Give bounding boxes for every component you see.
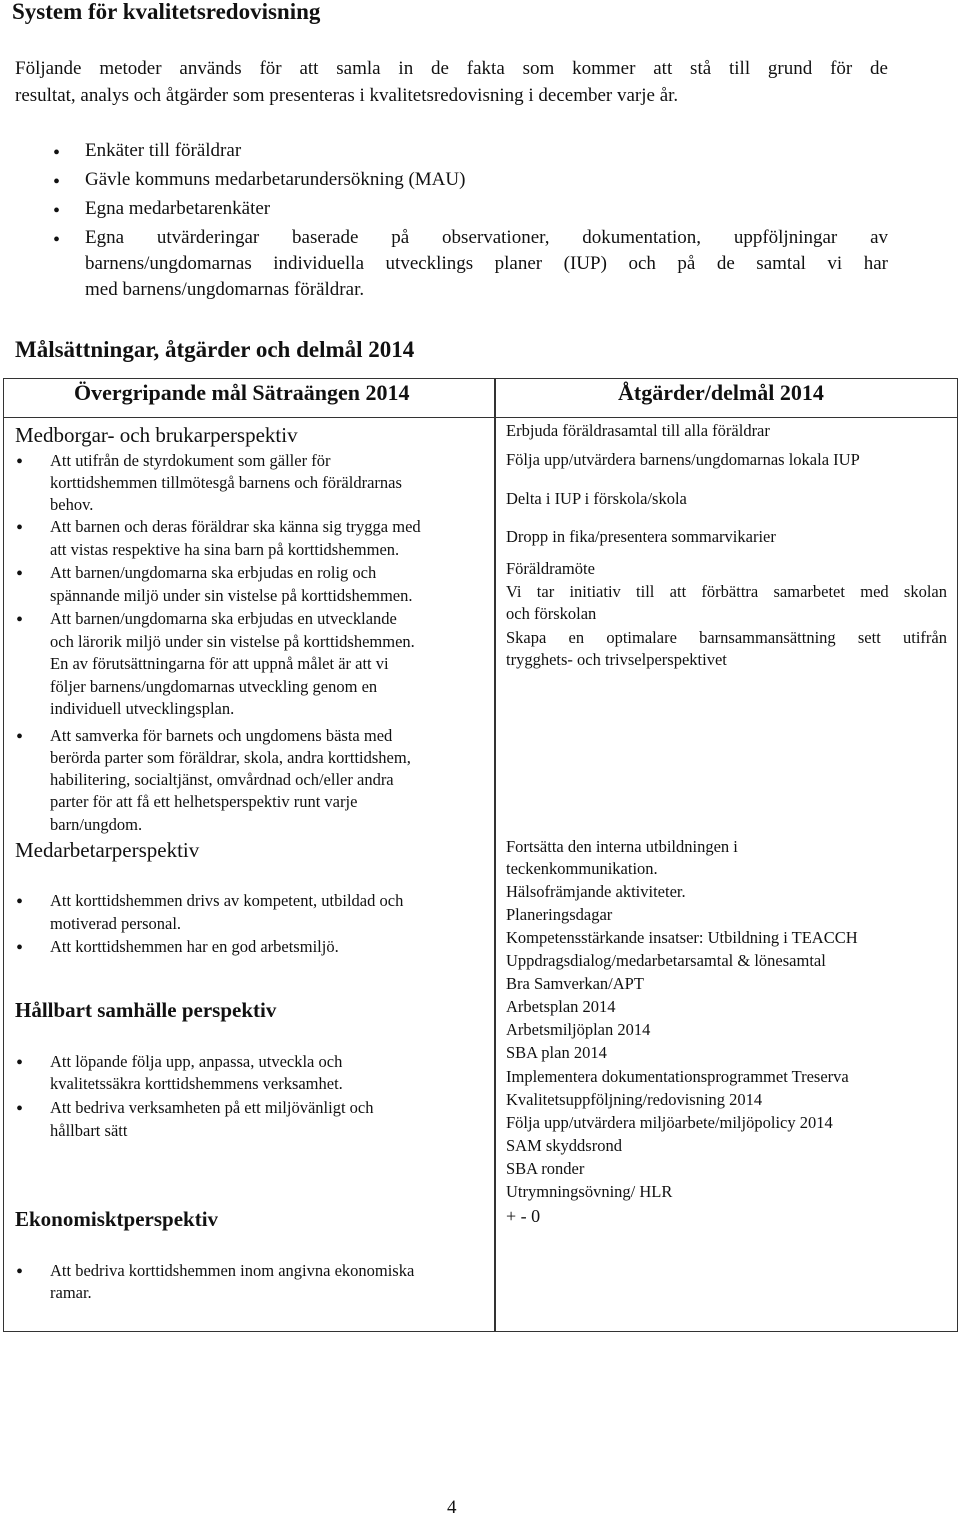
action-item-cont: teckenkommunikation. <box>506 859 658 878</box>
goal-item-cont: individuell utvecklingsplan. <box>50 699 235 718</box>
method-item: Egna medarbetarenkäter <box>85 198 271 219</box>
bullet-icon: • <box>16 1052 24 1074</box>
bullet-icon: • <box>16 1098 24 1120</box>
goal-item: Att samverka för barnets och ungdomens bästa med <box>50 726 393 745</box>
goal-item-cont: parter för att få ett helhetsperspektiv runt varje <box>50 792 358 811</box>
page-number: 4 <box>447 1497 457 1518</box>
col1-header: Övergripande mål Sätraängen 2014 <box>74 380 410 405</box>
goal-item: Att barnen och deras föräldrar ska känna sig trygga med <box>50 517 421 536</box>
action-item: Hälsofrämjande aktiviteter. <box>506 882 686 901</box>
action-item: Skapa en optimalare barnsammansättning sett utifrån <box>506 628 947 647</box>
bullet-icon: • <box>16 937 24 959</box>
goal-item: Att korttidshemmen har en god arbetsmiljö. <box>50 937 339 956</box>
table-column-divider <box>494 378 496 1331</box>
bullet-icon: • <box>16 609 24 631</box>
action-item: Kompetensstärkande insatser: Utbildning i TEACCH <box>506 928 858 947</box>
intro-line-1: Följande metoder används för att samla in de fakta som kommer att stå till grund för de <box>15 58 888 79</box>
bullet-icon: • <box>53 200 61 222</box>
bullet-icon: • <box>53 142 61 164</box>
bullet-icon: • <box>16 726 24 748</box>
bullet-icon: • <box>16 563 24 585</box>
action-item: Arbetsplan 2014 <box>506 997 616 1016</box>
goal-item-cont: berörda parter som föräldrar, skola, andra korttidshem, <box>50 748 411 767</box>
bullet-icon: • <box>16 451 24 473</box>
action-item: Implementera dokumentationsprogrammet Treserva <box>506 1067 849 1086</box>
goal-item: Att barnen/ungdomarna ska erbjudas en rolig och <box>50 563 377 582</box>
method-item: Gävle kommuns medarbetarundersökning (MAU) <box>85 169 466 190</box>
action-item: Fortsätta den interna utbildningen i <box>506 837 738 856</box>
goal-item-cont: En av förutsättningarna för att uppnå målet är att vi <box>50 654 389 673</box>
action-item: Delta i IUP i förskola/skola <box>506 489 687 508</box>
method-item: Egna utvärderingar baserade på observationer, dokumentation, uppföljningar av <box>85 227 888 248</box>
goal-item: Att bedriva verksamheten på ett miljövänligt och <box>50 1098 374 1117</box>
action-item-cont: trygghets- och trivselperspektivet <box>506 650 727 669</box>
ekonomi-heading: Ekonomisktperspektiv <box>15 1207 219 1231</box>
action-item: SAM skyddsrond <box>506 1136 622 1155</box>
bullet-icon: • <box>16 891 24 913</box>
goal-item-cont: ramar. <box>50 1283 92 1302</box>
goal-item-cont: korttidshemmen tillmötesgå barnens och föräldrarnas <box>50 473 402 492</box>
goal-item-cont: behov. <box>50 495 94 514</box>
goal-item: Att löpande följa upp, anpassa, utveckla och <box>50 1052 343 1071</box>
goal-item: Att bedriva korttidshemmen inom angivna ekonomiska <box>50 1261 415 1280</box>
action-item: Föräldramöte <box>506 559 595 578</box>
goal-item-cont: följer barnens/ungdomarnas utveckling genom en <box>50 677 378 696</box>
goal-item-cont: habilitering, socialtjänst, omvårdnad och/eller andra <box>50 770 394 789</box>
action-item: Bra Samverkan/APT <box>506 974 644 993</box>
action-item: SBA plan 2014 <box>506 1043 607 1062</box>
goal-item-cont: att vistas respektive ha sina barn på korttidshemmen. <box>50 540 400 559</box>
goal-item: Att utifrån de styrdokument som gäller för <box>50 451 331 470</box>
action-item: Erbjuda föräldrasamtal till alla föräldrar <box>506 421 770 440</box>
medarbetar-heading: Medarbetarperspektiv <box>15 838 200 862</box>
bullet-icon: • <box>53 229 61 251</box>
action-item: Följa upp/utvärdera miljöarbete/miljöpolicy 2014 <box>506 1113 833 1132</box>
action-item: Arbetsmiljöplan 2014 <box>506 1020 651 1039</box>
bullet-icon: • <box>16 517 24 539</box>
action-item: Uppdragsdialog/medarbetarsamtal & lönesamtal <box>506 951 826 970</box>
medborgar-heading: Medborgar- och brukarperspektiv <box>15 423 298 447</box>
goal-item-cont: hållbart sätt <box>50 1121 128 1140</box>
action-item: Kvalitetsuppföljning/redovisning 2014 <box>506 1090 763 1109</box>
hallbart-heading: Hållbart samhälle perspektiv <box>15 998 277 1022</box>
action-item: SBA ronder <box>506 1159 585 1178</box>
bullet-icon: • <box>16 1261 24 1283</box>
goal-item: Att korttidshemmen drivs av kompetent, utbildad och <box>50 891 404 910</box>
action-item: Dropp in fika/presentera sommarvikarier <box>506 527 776 546</box>
goal-item-cont: och lärorik miljö under sin vistelse på korttidshemmen. <box>50 632 415 651</box>
col2-header: Åtgärder/delmål 2014 <box>618 380 824 405</box>
method-item: Enkäter till föräldrar <box>85 140 242 161</box>
goal-item-cont: kvalitetssäkra korttidshemmens verksamhet. <box>50 1074 343 1093</box>
method-item-cont: med barnens/ungdomarnas föräldrar. <box>85 279 365 300</box>
intro-line-2: resultat, analys och åtgärder som presenteras i kvalitetsredovisning i december varje år. <box>15 85 679 106</box>
document-title: System för kvalitetsredovisning <box>12 0 321 24</box>
bullet-icon: • <box>53 171 61 193</box>
action-item: + - 0 <box>506 1206 541 1226</box>
goal-item-cont: spännande miljö under sin vistelse på korttidshemmen. <box>50 586 413 605</box>
method-item-cont: barnens/ungdomarnas individuella utvecklings planer (IUP) och på de samtal vi har <box>85 253 888 274</box>
goal-item-cont: motiverad personal. <box>50 914 182 933</box>
action-item: Utrymningsövning/ HLR <box>506 1182 673 1201</box>
action-item: Planeringsdagar <box>506 905 613 924</box>
action-item: Vi tar initiativ till att förbättra samarbetet med skolan <box>506 582 947 601</box>
action-item-cont: och förskolan <box>506 604 597 623</box>
section-title: Målsättningar, åtgärder och delmål 2014 <box>15 337 415 362</box>
goal-item-cont: barn/ungdom. <box>50 815 143 834</box>
goal-item: Att barnen/ungdomarna ska erbjudas en utvecklande <box>50 609 397 628</box>
action-item: Följa upp/utvärdera barnens/ungdomarnas lokala IUP <box>506 450 860 469</box>
